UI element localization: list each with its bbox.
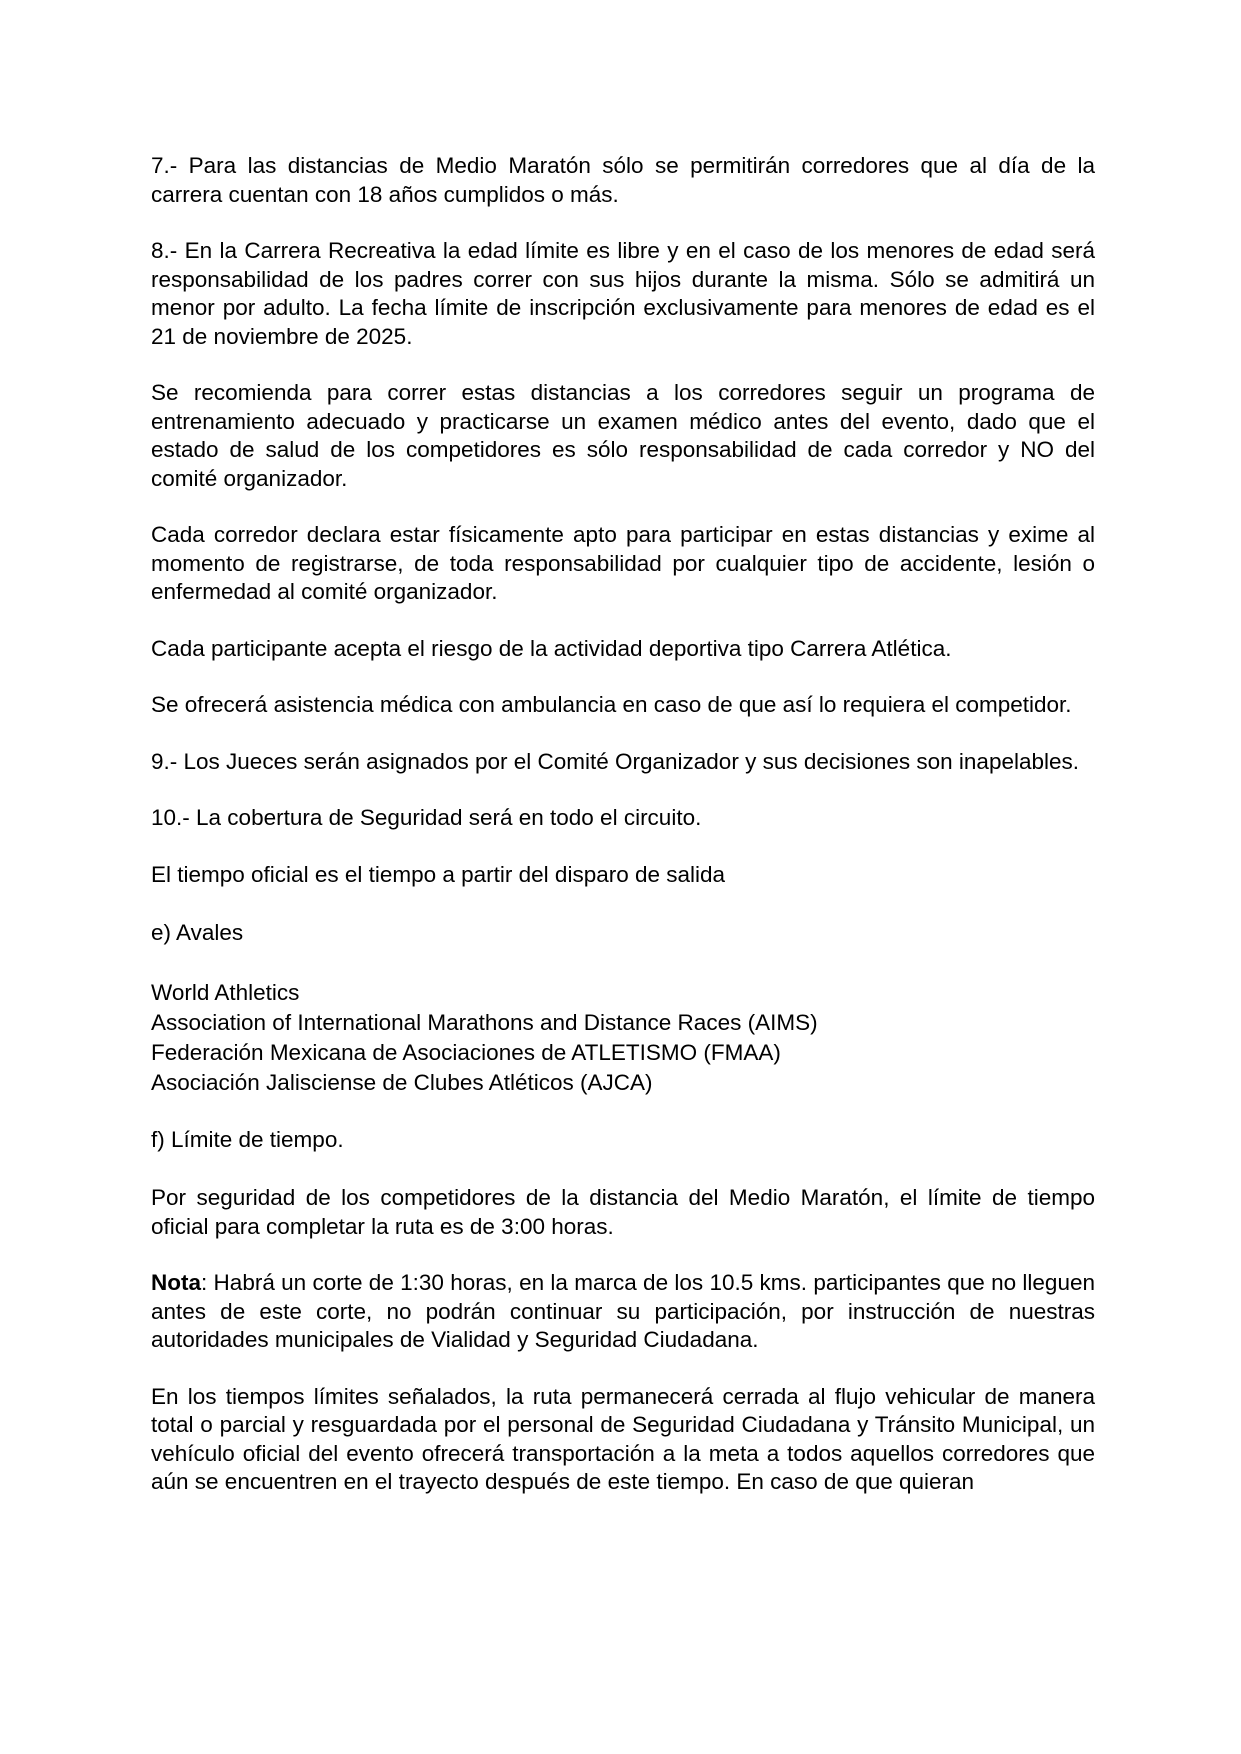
paragraph-risk: Cada participante acepta el riesgo de la actividad deportiva tipo Carrera Atlética. (151, 635, 952, 661)
paragraph-time-limit: Por seguridad de los competidores de la distancia del Medio Maratón, el límite de tiempo oficial para completar la ruta es de 3:00 horas. (151, 1185, 1095, 1239)
paragraph-declaration: Cada corredor declara estar físicamente apto para participar en estas distancias y exime al momento de registrarse, de toda responsabilidad por cualquier tipo de accidente, lesión o enfermedad al comité organizador. (151, 522, 1095, 604)
note-text: : Habrá un corte de 1:30 horas, en la marca de los 10.5 kms. participantes que no lleguen antes de este corte, no podrán continuar su participación, por instrucción de nuestras autoridades municipales de Vialidad y Seguridad Ciudadana. (151, 1270, 1095, 1352)
paragraph-rule-7: 7.- Para las distancias de Medio Maratón sólo se permitirán corredores que al día de la carrera cuentan con 18 años cumplidos o más. (151, 153, 1095, 207)
paragraph-rule-8: 8.- En la Carrera Recreativa la edad límite es libre y en el caso de los menores de edad será responsabilidad de los padres correr con sus hijos durante la misma. Sólo se admitirá un menor por adulto. La fecha límite de inscripción exclusivamente para menores de edad es el 21 de noviembre de 2025. (151, 238, 1095, 349)
section-heading-time-limit: f) Límite de tiempo. (151, 1126, 344, 1152)
paragraph-rule-10: 10.- La cobertura de Seguridad será en todo el circuito. (151, 805, 702, 830)
paragraph-note (151, 1269, 1095, 1355)
page-body (151, 152, 1095, 1497)
aval-item: Asociación Jalisciense de Clubes Atléticos (AJCA) (151, 1069, 653, 1095)
aval-item: Association of International Marathons and Distance Races (AIMS) (151, 1009, 818, 1035)
section-heading-avales: e) Avales (151, 920, 244, 945)
paragraph-route-closure: En los tiempos límites señalados, la ruta permanecerá cerrada al flujo vehicular de manera total o parcial y resguardada por el personal de Seguridad Ciudadana y Tránsito Municipal, un vehículo oficial del evento ofrecerá transportación a la meta a todos aquellos corredores que aún se encuentren en el trayecto después de este tiempo. En caso de que quieran (151, 1383, 1095, 1494)
note-label: Nota (151, 1270, 201, 1295)
aval-item: Federación Mexicana de Asociaciones de ATLETISMO (FMAA) (151, 1039, 781, 1065)
aval-item: World Athletics (151, 979, 300, 1005)
paragraph-medical-assistance: Se ofrecerá asistencia médica con ambulancia en caso de que así lo requiera el competidor. (151, 692, 1072, 717)
paragraph-recommendation: Se recomienda para correr estas distancias a los corredores seguir un programa de entrenamiento adecuado y practicarse un examen médico antes del evento, dado que el estado de salud de los competidores es sólo responsabilidad de cada corredor y NO del comité organizador. (151, 380, 1095, 491)
paragraph-official-time: El tiempo oficial es el tiempo a partir del disparo de salida (151, 861, 726, 887)
avales-list (151, 978, 1095, 1098)
paragraph-rule-9: 9.- Los Jueces serán asignados por el Comité Organizador y sus decisiones son inapelables. (151, 748, 1080, 774)
